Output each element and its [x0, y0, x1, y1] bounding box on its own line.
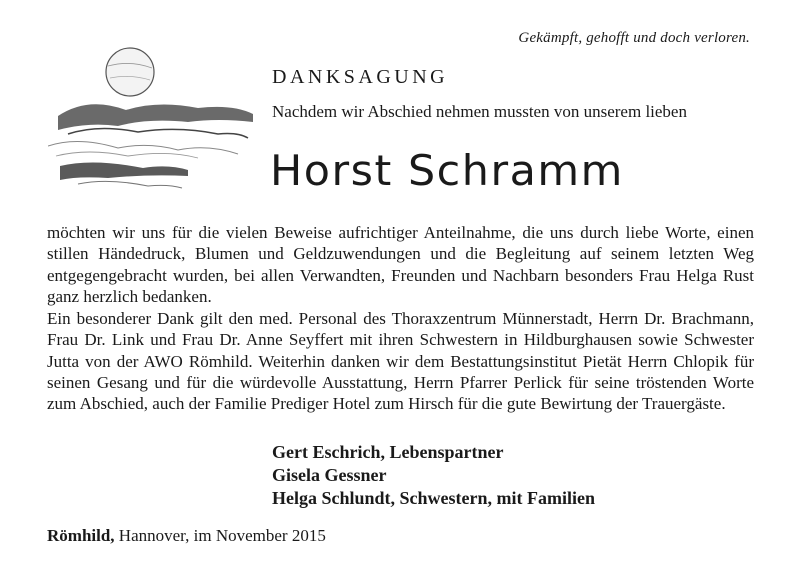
moon-landscape-sketch — [48, 38, 268, 198]
intro-line: Nachdem wir Abschied nehmen mussten von unserem lieben — [272, 102, 687, 121]
place-date — [47, 526, 326, 546]
deceased-name: Horst Schramm — [270, 146, 624, 195]
signer: Gert Eschrich, Lebenspartner — [272, 442, 504, 462]
signer: Gisela Gessner — [272, 465, 387, 485]
thanks-text — [47, 222, 754, 416]
paragraph: möchten wir uns für die vielen Beweise aufrichtiger Anteilnahme, die uns durch liebe Worte, einen stillen Händedruck, Blumen und Geldzuwendungen und die Begleitung auf seinem letzten Weg entgegengebracht wurden, bei allen Verwandten, Freunden und Nachbarn besonders Frau Helga Rust ganz herzlich bedanken. — [47, 223, 754, 306]
heading: DANKSAGUNG — [272, 66, 449, 88]
motto: Gekämpft, gehofft und doch verloren. — [518, 30, 750, 46]
signer: Helga Schlundt, Schwestern, mit Familien — [272, 488, 595, 508]
place: Römhild, — [47, 526, 115, 545]
paragraph: Ein besonderer Dank gilt den med. Personal des Thoraxzentrum Münnerstadt, Herrn Dr. Brachmann, Frau Dr. Link und Frau Dr. Anne Seyffert mit ihren Schwestern in Hildburghausen sowie Schwester Jutta von der AWO Römhild. Weiterhin danken wir dem Bestattungsinstitut Pietät Herrn Chlopik für seinen Gesang und für die würdevolle Ausstattung, Herrn Pfarrer Perlick für seine tröstenden Worte zum Abschied, auch der Familie Prediger Hotel zum Hirsch für die gute Bewirtung der Trauergäste. — [47, 309, 754, 414]
date-line: Hannover, im November 2015 — [114, 526, 326, 545]
signers — [272, 441, 595, 510]
